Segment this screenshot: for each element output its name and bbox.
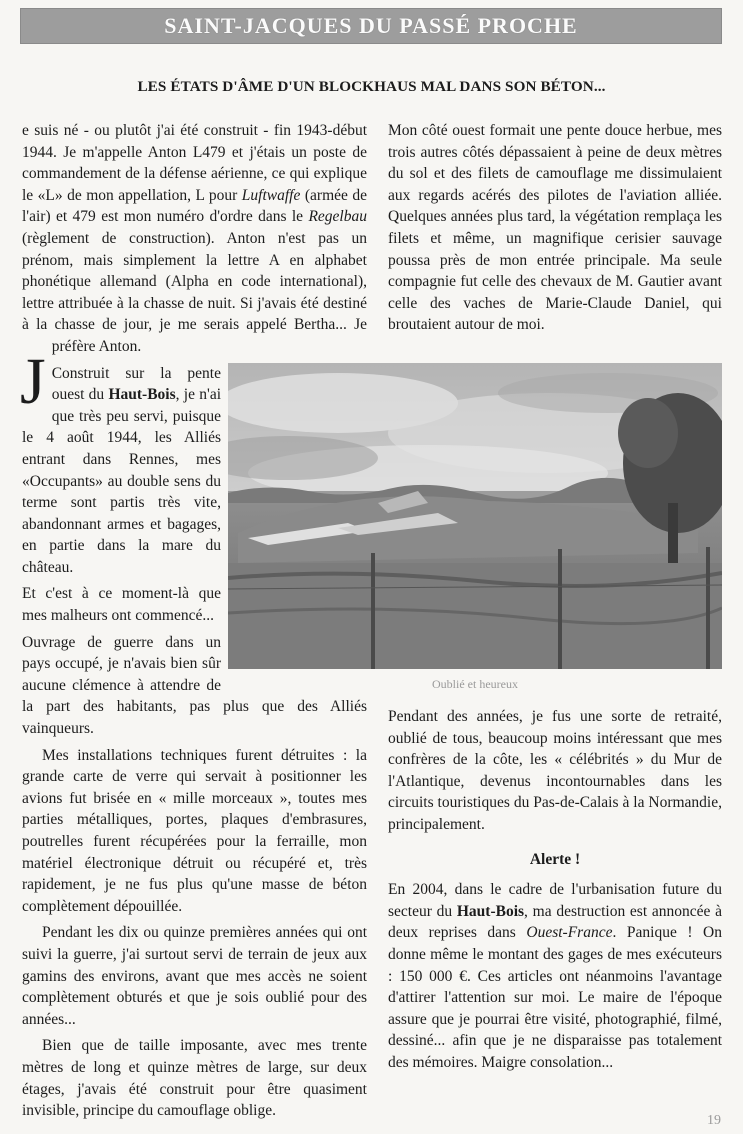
right-column-top: [388, 120, 722, 336]
paragraph-ouvrage: Ouvrage de guerre dans un pays occupé, je n'avais bien sûr aucune clémence à attendre de la part des habitants, pas plus que des Alliés vainqueurs.: [22, 633, 367, 738]
intro-paragraph: J e suis né - ou plutôt j'ai été construit - fin 1943-début 1944. Je m'appelle Anton L479 et j'étais un poste de commandement de la défense aérienne, ce qui explique le «L» de mon appellation, L pour Luftwaffe (armée de l'air) et 479 est mon numéro d'ordre dans le Regelbau (règlement de construction). Anton n'est pas un prénom, mais simplement la lettre A en alphabet phonétique allemand (Alpha en code international), lettre attribuée à la chasse de nuit. Si j'avais été destiné à la chasse de jour, je me serais appelé Bertha... Je préfère Anton.: [20, 122, 367, 418]
article-title: LES ÉTATS D'ÂME D'UN BLOCKHAUS MAL DANS SON BÉTON...: [137, 78, 606, 95]
alert-heading: Alerte !: [529, 850, 581, 868]
right-column-bottom: [388, 706, 722, 1074]
drop-cap: J: [20, 345, 46, 418]
paragraph-malheurs: Et c'est à ce moment-là que mes malheurs ont commencé...: [22, 585, 221, 625]
paragraph-installations: Mes installations techniques furent détruites : la grande carte de verre qui servait à positionner les avions fut brisée en « mille morceaux », toutes mes parties métalliques, portes, plaques d'embrasures, poutrelles furent récupérées pour la ferraille, mon matériel électronique détruit ou récupéré et, très rapidement, je ne fus plus qu'une masse de béton complètement dépouillée.: [22, 746, 367, 915]
paragraph-cote-ouest: Mon côté ouest formait une pente douce herbue, mes trois autres côtés dépassaient à peine de deux mètres du sol et des filets de camouflage me dissimulaient aux regards acérés des pilotes de l'aviation alliée. Quelques années plus tard, la végétation remplaça les filets et même, un magnifique cerisier sauvage poussa près de mon entrée principale. Ma seule compagnie fut celle des chevaux de M. Gautier avant celle des vaches de Marie-Claude Daniel, qui broutaient autour de moi.: [388, 122, 722, 334]
paragraph-haut-bois: Construit sur la pente ouest du Haut-Bois, je n'ai que très peu servi, puisque le 4 août 1944, les Alliés entrant dans Rennes, mes «Occupants» au double sens du terme sont partis très vite, abandonnant armes et bagages, en partie dans la mare du château.: [22, 364, 222, 576]
section-banner: [20, 8, 722, 44]
paragraph-taille: Bien que de taille imposante, avec mes trente mètres de long et quinze mètres de large, sur deux étages, j'avais été construit pour être quasiment invisible, principe du camouflage oblige.: [22, 1037, 367, 1120]
paragraph-terrain-de-jeux: Pendant les dix ou quinze premières années qui ont suivi la guerre, j'ai surtout servi de terrain de jeux aux gamins des environs, avant que mes accès ne soient complètement obturés et que je sois oublié pour des années...: [22, 924, 367, 1028]
paragraph-retraite: Pendant des années, je fus une sorte de retraité, oublié de tous, beaucoup moins intéressant que mes confrères de la côte, les « célébrités » du Mur de l'Atlantique, devenus incontournables dans les circuits touristiques du Pas-de-Calais à la Normandie, principalement.: [388, 708, 722, 833]
photo-caption: Oublié et heureux: [432, 677, 518, 691]
section-title: SAINT-JACQUES DU PASSÉ PROCHE: [164, 13, 578, 38]
landscape-image: [228, 363, 722, 669]
paragraph-2004: En 2004, dans le cadre de l'urbanisation future du secteur du Haut-Bois, ma destruction est annoncée à deux reprises dans Ouest-France. Panique ! On donne même le montant des gages de mes exécuteurs : 150 000 €. Ces articles ont néanmoins l'avantage d'attirer l'attention sur moi. Le maire de l'époque assure que je pourrai être visité, photographié, filmé, dessiné... afin que je ne disparaisse pas totalement des mémoires. Maigre consolation...: [388, 881, 723, 1071]
blockhaus-photo: [228, 363, 722, 669]
page-number: 19: [707, 1113, 721, 1128]
